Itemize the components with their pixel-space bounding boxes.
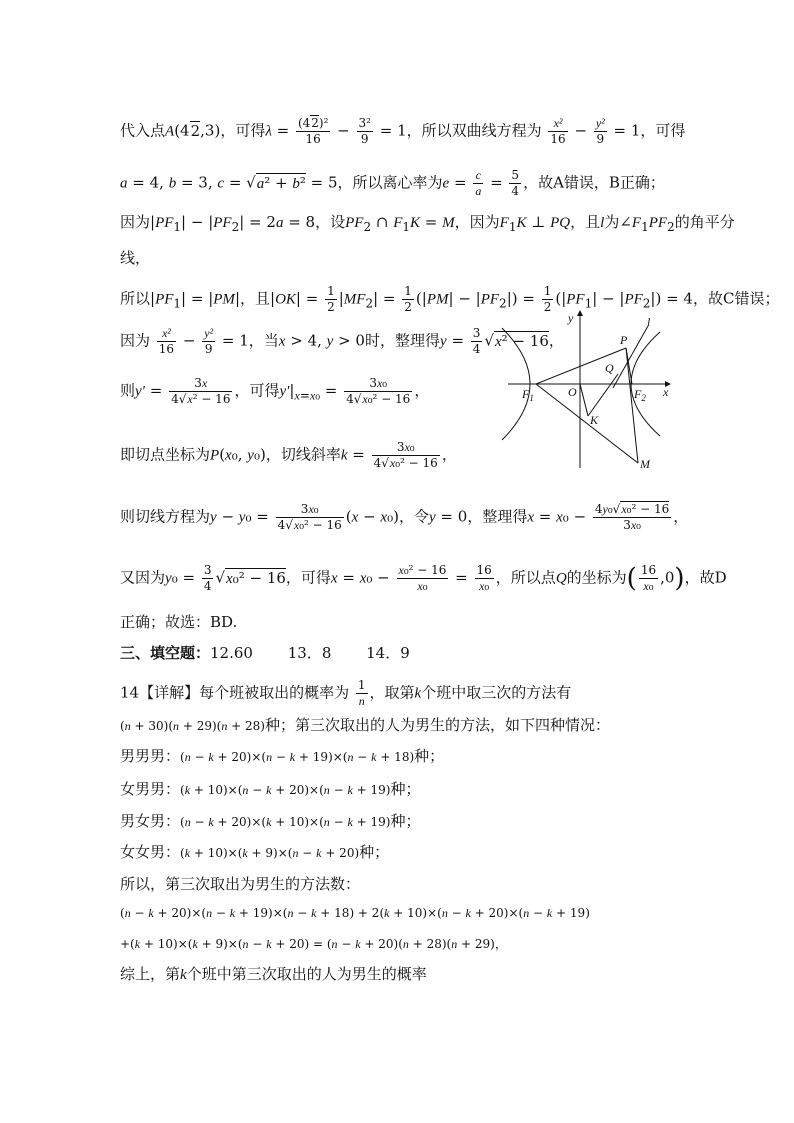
line-21: +(k + 10)×(k + 9)×(n − k + 20) = (n − k + 20)(n + 28)(n + 29)，	[120, 937, 507, 951]
label-Q: Q	[605, 361, 614, 375]
label-l: l	[647, 315, 651, 329]
line-5: 所以$|PF_1| = |PM|$，且|OK| = $\frac{1}{2}$ $|MF_2|$ = $\frac{1}{2}$ $(|PM| - |PF_2|)$ = $\frac{1}{2}$ $(|PF_1| - |PF_2|) = 4$，故C错误；	[120, 284, 780, 314]
y-axis-arrow	[577, 310, 583, 316]
line-3: 因为$|PF_1| - |PF_2| = 2a = 8$，设$PF_2$ ∩ $F_1K = M$，因为$F_1K$ ⊥ PQ，且l为$\angle F_1PF_2$的角平分	[120, 213, 735, 234]
line-1: 代入点A(42,3)，可得λ = $\frac{\text{(42)²}}{16}$ − $\frac{\text{3²}}{9}$ = 1，所以双曲线方程为 $\frac{\text{x²}}{16}$ − $\frac{\text{y²}}{9}$ = 1，可得	[120, 116, 686, 146]
line-22: 综上，第k个班中第三次取出的人为男生的概率	[120, 965, 427, 983]
line-16: 女男男：(k + 10)×(n − k + 20)×(n − k + 19)种；	[120, 780, 421, 798]
line-7: 则y′ = $\frac{3x}{\text{4√x² − 16}}$ ，可得$y'|_{x=x_0}$ = $\frac{\text{3x₀}}{\text{4√x₀² − 16}}$ ，	[120, 376, 430, 406]
label-O: O	[568, 385, 577, 399]
line-8: 即切点坐标为P(x₀, y₀)，切线斜率k = $\frac{\text{3x₀}}{\text{4√x₀² − 16}}$ ，	[120, 440, 457, 470]
line-17: 男女男：(n − k + 20)×(k + 10)×(n − k + 19)种；	[120, 812, 421, 830]
line-9: 则切线方程为y − y₀ = $\frac{\text{3x₀}}{\text{4√x₀² − 16}}$ (x − x₀)，令y = 0，整理得x = x₀ − $\frac{\text{4y₀√x₀² − 16}}{\text{3x₀}}$ ，	[120, 502, 689, 532]
label-P: P	[620, 333, 628, 347]
line-14: (n + 30)(n + 29)(n + 28)种；第三次取出的人为男生的方法，如下四种情况：	[120, 716, 610, 734]
line-15: 男男男：(n − k + 20)×(n − k + 19)×(n − k + 18)种；	[120, 747, 445, 765]
label-y: y	[568, 311, 574, 325]
segment-OK	[580, 384, 588, 416]
hyperbola-figure	[500, 308, 675, 473]
line-2: a = 4, b = 3, c = √a² + b² = 5，所以离心率为e = $\frac{c}{a}$ = $\frac{5}{4}$ ，故A错误，B正确；	[120, 168, 665, 198]
label-K: K	[590, 413, 599, 427]
label-F1: $F_1$	[522, 387, 534, 403]
line-19: 所以，第三次取出为男生的方法数：	[120, 875, 361, 893]
line-4: 线，	[120, 249, 151, 267]
line-18: 女女男：(k + 10)×(k + 9)×(n − k + 20)种；	[120, 843, 390, 861]
segment-QK	[588, 374, 618, 416]
line-20: (n − k + 20)×(n − k + 19)×(n − k + 18) + 2(k + 10)×(n − k + 20)×(n − k + 19)	[120, 906, 590, 920]
line-6: 因为 $\frac{\text{x²}}{16}$ − $\frac{\text{y²}}{9}$ = 1，当x > 4, y > 0时，整理得y = $\frac{3}{4}$ √x² − 16，	[120, 326, 564, 356]
label-M: M	[640, 457, 650, 471]
tangent-line-l	[613, 326, 648, 388]
line-10: 又因为y₀ = $\frac{3}{4}$ √x₀² − 16，可得x = x₀ − $\frac{\text{x₀² − 16}}{\text{x₀}}$ = $\frac{16}{\text{x₀}}$ ，所以点Q的坐标为( $\frac{16}{\text{x₀}}$ ,0)，故D	[120, 563, 727, 594]
label-F2: $F_2$	[634, 387, 646, 403]
line-11: 正确；故选：BD.	[120, 613, 238, 631]
label-x: x	[663, 385, 669, 399]
line-12: 三、填空题：12.60 13．8 14．9	[120, 644, 410, 662]
segment-F1M	[536, 384, 638, 463]
line-13: 14【详解】每个班被取出的概率为 $\frac{1}{n}$ ，取第k个班中取三次的方法有	[120, 678, 572, 708]
